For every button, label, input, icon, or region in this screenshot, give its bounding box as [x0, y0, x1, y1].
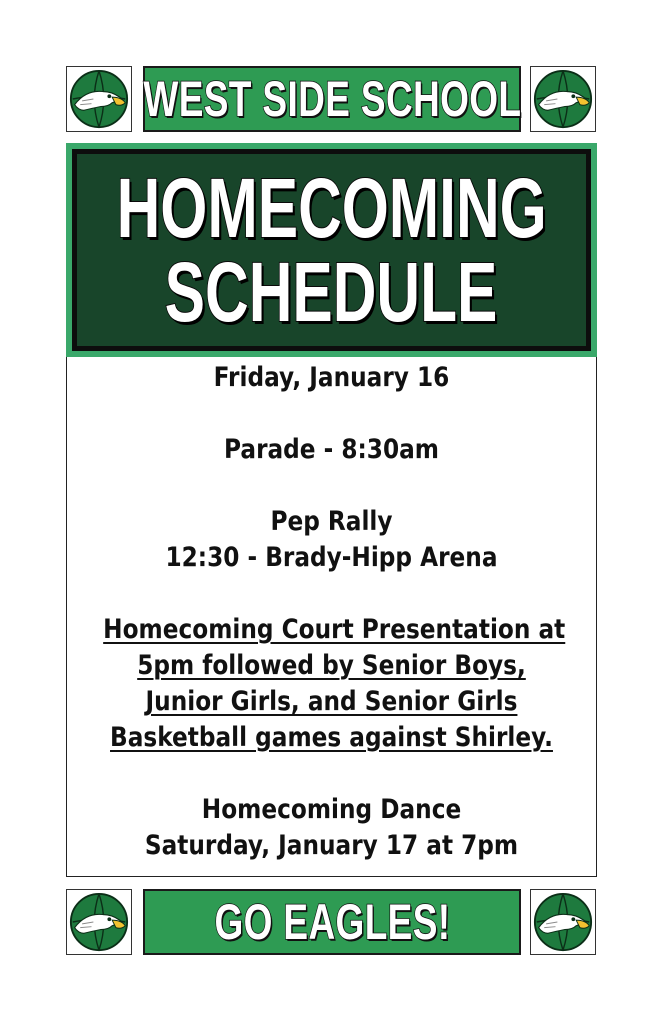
dance-detail: Saturday, January 17 at 7pm — [144, 830, 519, 861]
eagle-head-basketball-icon — [69, 892, 129, 952]
parade-time: Parade - 8:30am — [224, 434, 439, 465]
court-line-1: Homecoming Court Presentation at — [103, 614, 566, 645]
top-right-logo — [530, 66, 596, 132]
eagle-head-basketball-icon — [533, 69, 593, 129]
title-line-2: SCHEDULE — [165, 245, 498, 339]
slogan-banner — [143, 889, 521, 955]
friday-date: Friday, January 16 — [213, 362, 450, 393]
top-left-logo — [66, 66, 132, 132]
dance-title: Homecoming Dance — [201, 794, 462, 825]
bottom-left-logo — [66, 889, 132, 955]
title-panel — [72, 149, 591, 351]
court-line-2: 5pm followed by Senior Boys, — [137, 650, 526, 681]
slogan: GO EAGLES! — [213, 894, 450, 950]
schedule-details — [66, 360, 597, 864]
school-name: WEST SIDE SCHOOL — [142, 71, 522, 127]
bottom-right-logo — [530, 889, 596, 955]
eagle-head-basketball-icon — [69, 69, 129, 129]
title-line-1: HOMECOMING — [116, 161, 547, 255]
eagle-head-basketball-icon — [533, 892, 593, 952]
court-line-4: Basketball games against Shirley. — [110, 722, 553, 753]
school-name-banner — [143, 66, 521, 132]
pep-rally-title: Pep Rally — [270, 506, 393, 537]
pep-rally-detail: 12:30 - Brady-Hipp Arena — [165, 542, 498, 573]
court-line-3: Junior Girls, and Senior Girls — [145, 686, 518, 717]
title-block — [66, 143, 597, 357]
